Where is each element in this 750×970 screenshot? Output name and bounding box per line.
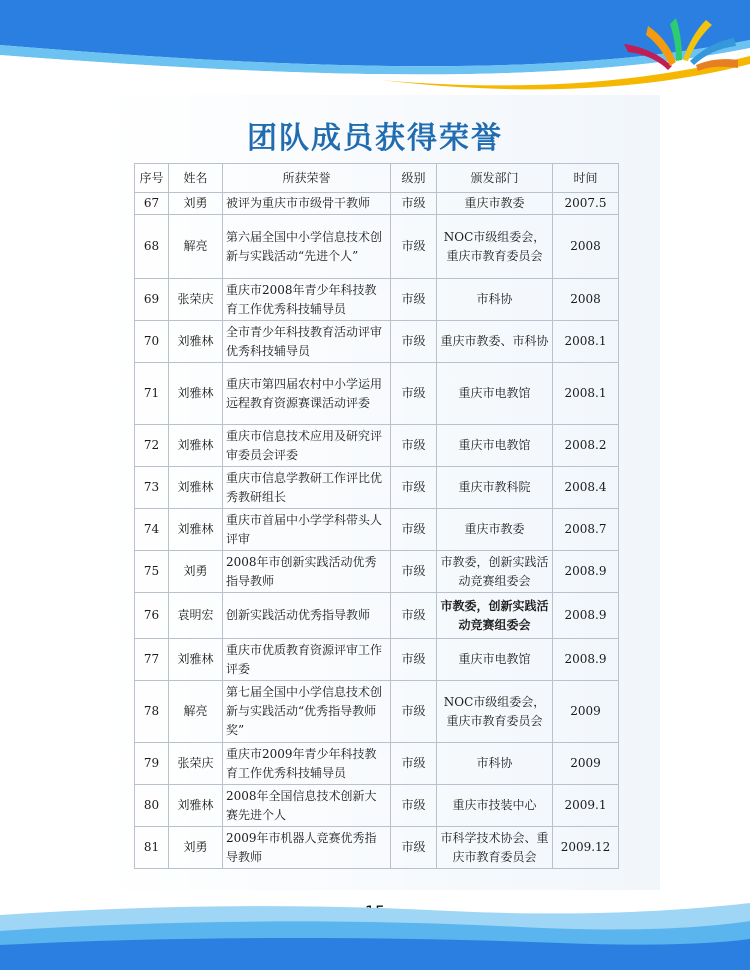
cell-honor: 第六届全国中小学信息技术创新与实践活动“先进个人” bbox=[223, 215, 391, 279]
cell-honor: 重庆市第四届农村中小学运用远程教育资源赛课活动评委 bbox=[223, 363, 391, 425]
cell-honor: 2008年全国信息技术创新大赛先进个人 bbox=[223, 785, 391, 827]
cell-date: 2008 bbox=[553, 279, 619, 321]
cell-name: 刘雅林 bbox=[169, 425, 223, 467]
cell-name: 袁明宏 bbox=[169, 593, 223, 639]
colorful-rays-logo bbox=[610, 8, 750, 88]
cell-level: 市级 bbox=[391, 639, 437, 681]
cell-level: 市级 bbox=[391, 193, 437, 215]
cell-name: 刘雅林 bbox=[169, 321, 223, 363]
cell-name: 刘雅林 bbox=[169, 363, 223, 425]
cell-level: 市级 bbox=[391, 681, 437, 743]
cell-number: 75 bbox=[135, 551, 169, 593]
cell-honor: 重庆市信息学教研工作评比优秀教研组长 bbox=[223, 467, 391, 509]
cell-department: 重庆市电教馆 bbox=[437, 639, 553, 681]
cell-number: 79 bbox=[135, 743, 169, 785]
cell-honor: 重庆市信息技术应用及研究评审委员会评委 bbox=[223, 425, 391, 467]
cell-date: 2008.9 bbox=[553, 593, 619, 639]
cell-name: 刘雅林 bbox=[169, 467, 223, 509]
cell-level: 市级 bbox=[391, 363, 437, 425]
cell-number: 67 bbox=[135, 193, 169, 215]
cell-department: NOC市级组委会，重庆市教育委员会 bbox=[437, 681, 553, 743]
table-row bbox=[135, 785, 619, 827]
cell-department: 市教委，创新实践活动竞赛组委会 bbox=[437, 593, 553, 639]
table-row bbox=[135, 279, 619, 321]
cell-level: 市级 bbox=[391, 425, 437, 467]
cell-date: 2009 bbox=[553, 681, 619, 743]
header-name: 姓名 bbox=[169, 164, 223, 193]
cell-date: 2008.7 bbox=[553, 509, 619, 551]
cell-name: 刘雅林 bbox=[169, 639, 223, 681]
cell-number: 81 bbox=[135, 827, 169, 869]
cell-name: 刘勇 bbox=[169, 827, 223, 869]
table-row bbox=[135, 681, 619, 743]
cell-level: 市级 bbox=[391, 551, 437, 593]
cell-level: 市级 bbox=[391, 593, 437, 639]
header-honor: 所获荣誉 bbox=[223, 164, 391, 193]
cell-number: 74 bbox=[135, 509, 169, 551]
header-date: 时间 bbox=[553, 164, 619, 193]
table-row bbox=[135, 639, 619, 681]
cell-number: 69 bbox=[135, 279, 169, 321]
cell-department: 重庆市教科院 bbox=[437, 467, 553, 509]
cell-honor: 2008年市创新实践活动优秀指导教师 bbox=[223, 551, 391, 593]
cell-number: 70 bbox=[135, 321, 169, 363]
cell-date: 2007.5 bbox=[553, 193, 619, 215]
cell-level: 市级 bbox=[391, 215, 437, 279]
cell-department: 重庆市教委 bbox=[437, 509, 553, 551]
cell-date: 2008.9 bbox=[553, 551, 619, 593]
table-row bbox=[135, 321, 619, 363]
cell-level: 市级 bbox=[391, 785, 437, 827]
table-header-row bbox=[135, 164, 619, 193]
table-row bbox=[135, 215, 619, 279]
cell-department: NOC市级组委会，重庆市教育委员会 bbox=[437, 215, 553, 279]
cell-honor: 重庆市优质教育资源评审工作评委 bbox=[223, 639, 391, 681]
cell-level: 市级 bbox=[391, 279, 437, 321]
cell-honor: 重庆市首届中小学学科带头人评审 bbox=[223, 509, 391, 551]
table-row bbox=[135, 743, 619, 785]
header-number: 序号 bbox=[135, 164, 169, 193]
cell-date: 2008.2 bbox=[553, 425, 619, 467]
table-row bbox=[135, 425, 619, 467]
bottom-wave-band bbox=[0, 885, 750, 970]
cell-honor: 2009年市机器人竞赛优秀指导教师 bbox=[223, 827, 391, 869]
cell-department: 市教委，创新实践活动竞赛组委会 bbox=[437, 551, 553, 593]
cell-name: 张荣庆 bbox=[169, 743, 223, 785]
cell-level: 市级 bbox=[391, 827, 437, 869]
cell-level: 市级 bbox=[391, 467, 437, 509]
cell-level: 市级 bbox=[391, 321, 437, 363]
cell-honor: 全市青少年科技教育活动评审优秀科技辅导员 bbox=[223, 321, 391, 363]
cell-level: 市级 bbox=[391, 743, 437, 785]
cell-name: 刘勇 bbox=[169, 193, 223, 215]
cell-date: 2008 bbox=[553, 215, 619, 279]
table-row bbox=[135, 593, 619, 639]
table-row bbox=[135, 363, 619, 425]
cell-number: 68 bbox=[135, 215, 169, 279]
table-row bbox=[135, 551, 619, 593]
cell-honor: 创新实践活动优秀指导教师 bbox=[223, 593, 391, 639]
cell-number: 77 bbox=[135, 639, 169, 681]
cell-department: 重庆市教委 bbox=[437, 193, 553, 215]
cell-honor: 第七届全国中小学信息技术创新与实践活动“优秀指导教师奖” bbox=[223, 681, 391, 743]
page-title: 团队成员获得荣誉 bbox=[247, 121, 503, 156]
honors-table bbox=[134, 163, 619, 869]
cell-date: 2009.12 bbox=[553, 827, 619, 869]
cell-name: 刘雅林 bbox=[169, 785, 223, 827]
table-row bbox=[135, 193, 619, 215]
cell-department: 市科协 bbox=[437, 743, 553, 785]
cell-number: 72 bbox=[135, 425, 169, 467]
header-level: 级别 bbox=[391, 164, 437, 193]
cell-number: 71 bbox=[135, 363, 169, 425]
cell-number: 80 bbox=[135, 785, 169, 827]
cell-department: 市科协 bbox=[437, 279, 553, 321]
cell-date: 2008.1 bbox=[553, 321, 619, 363]
cell-name: 解亮 bbox=[169, 681, 223, 743]
cell-name: 刘雅林 bbox=[169, 509, 223, 551]
cell-date: 2008.1 bbox=[553, 363, 619, 425]
cell-department: 市科学技术协会、重庆市教育委员会 bbox=[437, 827, 553, 869]
cell-name: 张荣庆 bbox=[169, 279, 223, 321]
cell-number: 73 bbox=[135, 467, 169, 509]
cell-honor: 被评为重庆市市级骨干教师 bbox=[223, 193, 391, 215]
cell-number: 78 bbox=[135, 681, 169, 743]
cell-honor: 重庆市2008年青少年科技教育工作优秀科技辅导员 bbox=[223, 279, 391, 321]
cell-date: 2008.4 bbox=[553, 467, 619, 509]
table-row bbox=[135, 827, 619, 869]
cell-name: 解亮 bbox=[169, 215, 223, 279]
cell-department: 重庆市教委、市科协 bbox=[437, 321, 553, 363]
cell-honor: 重庆市2009年青少年科技教育工作优秀科技辅导员 bbox=[223, 743, 391, 785]
table-row bbox=[135, 509, 619, 551]
header-department: 颁发部门 bbox=[437, 164, 553, 193]
cell-date: 2008.9 bbox=[553, 639, 619, 681]
cell-department: 重庆市电教馆 bbox=[437, 425, 553, 467]
cell-number: 76 bbox=[135, 593, 169, 639]
cell-level: 市级 bbox=[391, 509, 437, 551]
table-row bbox=[135, 467, 619, 509]
cell-department: 重庆市电教馆 bbox=[437, 363, 553, 425]
cell-department: 重庆市技装中心 bbox=[437, 785, 553, 827]
cell-date: 2009.1 bbox=[553, 785, 619, 827]
cell-date: 2009 bbox=[553, 743, 619, 785]
cell-name: 刘勇 bbox=[169, 551, 223, 593]
